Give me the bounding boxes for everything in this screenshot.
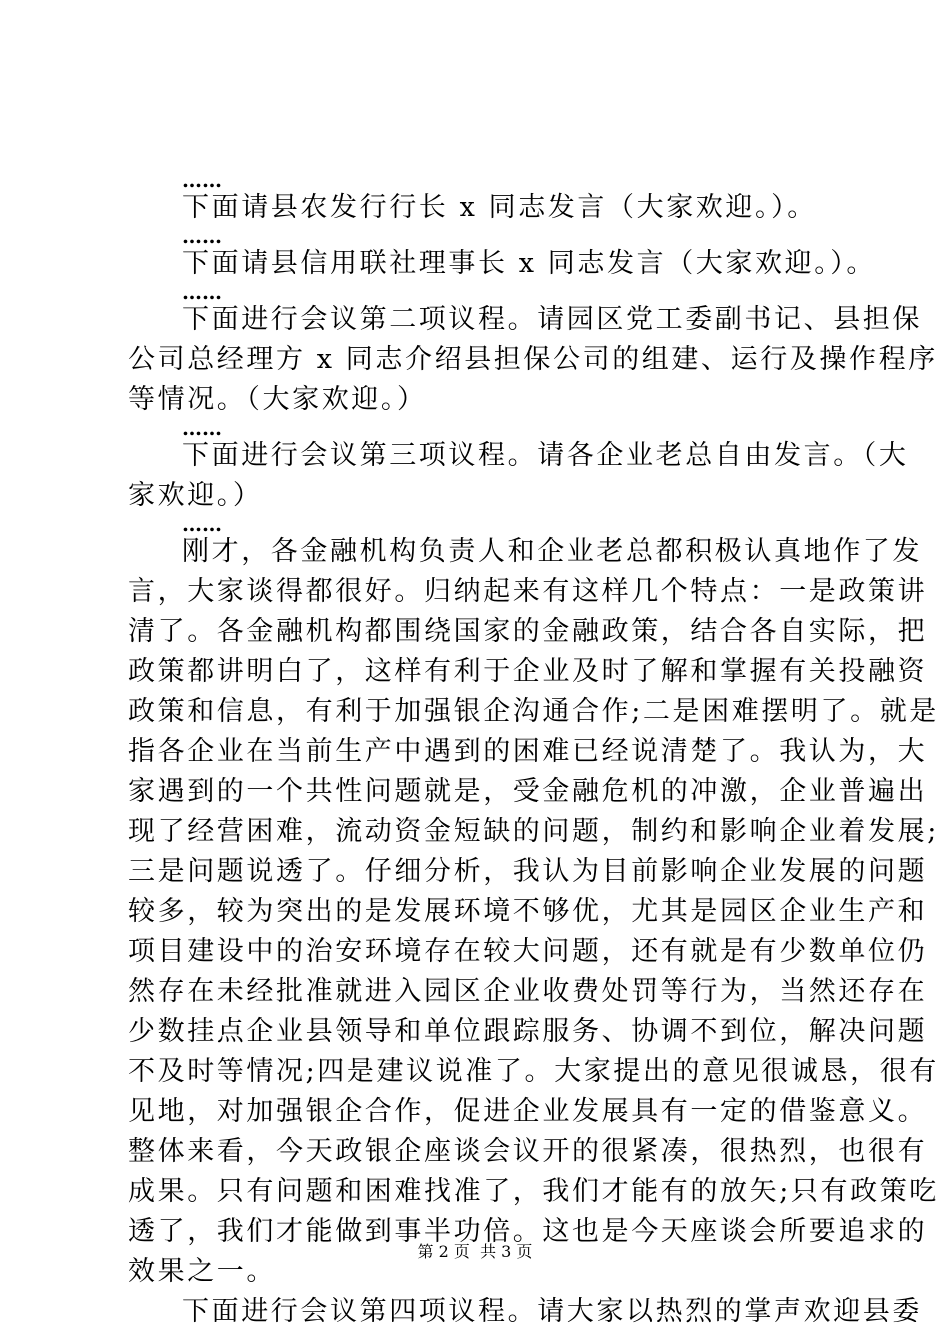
paragraph — [128, 1292, 922, 1332]
text-line: 清了。各金融机构都围绕国家的金融政策，结合各自实际，把 — [128, 616, 928, 647]
text-line: 成果。只有问题和困难找准了，我们才能有的放矢;只有政策吃 — [128, 1176, 939, 1207]
text-line: 指各企业在当前生产中遇到的困难已经说清楚了。我认为，大 — [128, 736, 928, 767]
text-line: 较多，较为突出的是发展环境不够优，尤其是园区企业生产和 — [128, 896, 928, 927]
text-line: 整体来看，今天政银企座谈会议开的很紧凑，很热烈，也很有 — [128, 1136, 928, 1167]
text-line: 下面进行会议第三项议程。请各企业老总自由发言。（大 — [182, 440, 909, 471]
text-line: 政策都讲明白了，这样有利于企业及时了解和掌握有关投融资 — [128, 656, 928, 687]
page-footer: 第 2 页 共 3 页 — [417, 1242, 533, 1261]
text-line: 然存在未经批准就进入园区企业收费处罚等行为，当然还存在 — [128, 976, 928, 1007]
ellipsis-separator: …… — [182, 280, 222, 304]
text-line: 等情况。（大家欢迎。） — [128, 384, 427, 415]
ellipsis-separator: …… — [182, 224, 222, 248]
text-line: 项目建设中的治安环境存在较大问题，还有就是有少数单位仍 — [128, 936, 928, 967]
text-line: 不及时等情况;四是建议说准了。大家提出的意见很诚恳，很有 — [128, 1056, 939, 1087]
text-line: 家欢迎。） — [128, 480, 263, 511]
text-line: 下面进行会议第四项议程。请大家以热烈的掌声欢迎县委 — [182, 1296, 922, 1327]
text-line: 刚才，各金融机构负责人和企业老总都积极认真地作了发 — [182, 536, 922, 567]
text-line: 公司总经理方 x 同志介绍县担保公司的组建、运行及操作程序 — [128, 344, 938, 375]
ellipsis-separator: …… — [182, 168, 222, 192]
text-line: 政策和信息，有利于加强银企沟通合作;二是困难摆明了。就是 — [128, 696, 939, 727]
text-line: 现了经营困难，流动资金短缺的问题，制约和影响企业着发展; — [128, 816, 939, 847]
text-line: 效果之一。 — [128, 1256, 276, 1287]
text-line: 透了，我们才能做到事半功倍。这也是今天座谈会所要追求的 — [128, 1216, 928, 1247]
text-line: 下面请县信用联社理事长 x 同志发言（大家欢迎。）。 — [182, 248, 876, 279]
text-line: 家遇到的一个共性问题就是，受金融危机的冲激，企业普遍出 — [128, 776, 928, 807]
text-line: 少数挂点企业县领导和单位跟踪服务、协调不到位，解决问题 — [128, 1016, 928, 1047]
text-line: 下面请县农发行行长 x 同志发言（大家欢迎。）。 — [182, 192, 817, 223]
paragraph — [128, 244, 876, 284]
paragraph — [128, 436, 909, 516]
text-line: 三是问题说透了。仔细分析，我认为目前影响企业发展的问题 — [128, 856, 928, 887]
paragraph — [128, 188, 828, 228]
paragraph — [128, 300, 938, 420]
text-line: 见地，对加强银企合作，促进企业发展具有一定的借鉴意义。 — [128, 1096, 928, 1127]
text-line: 言，大家谈得都很好。归纳起来有这样几个特点：一是政策讲 — [128, 576, 928, 607]
ellipsis-separator: …… — [182, 512, 222, 536]
text-line: 下面进行会议第二项议程。请园区党工委副书记、县担保 — [182, 304, 922, 335]
ellipsis-separator: …… — [182, 416, 222, 440]
paragraph — [128, 532, 939, 1292]
document-body — [128, 168, 939, 1332]
